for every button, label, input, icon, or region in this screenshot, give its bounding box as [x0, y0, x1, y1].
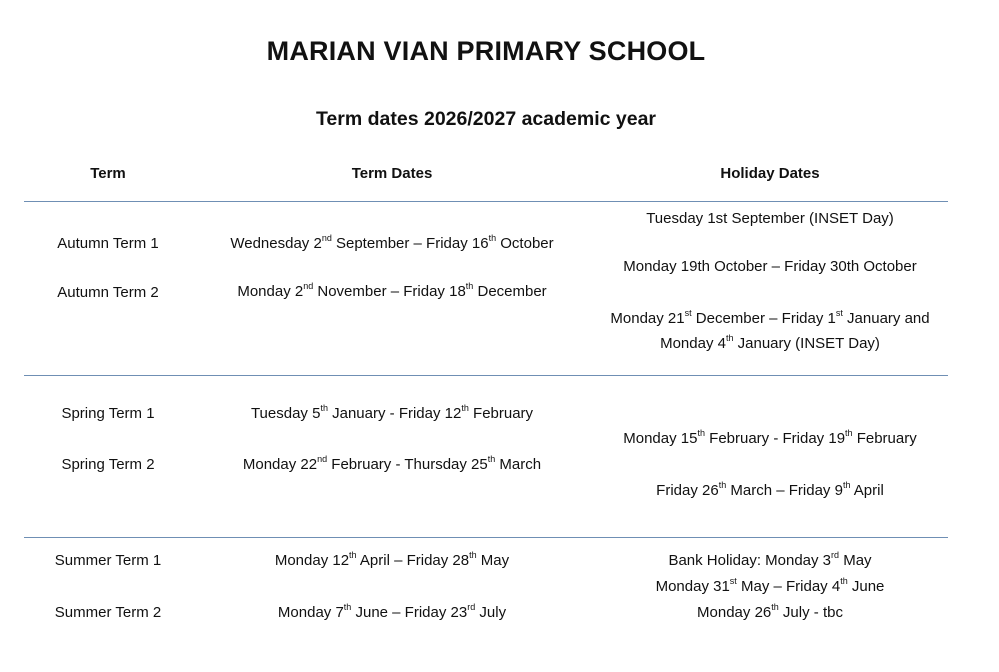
- summer-term-1-dates: Monday 12th April – Friday 28th May: [274, 550, 510, 569]
- autumn-holiday-inset-january: Monday 4th January (INSET Day): [660, 333, 880, 352]
- spring-holiday-half-term: Monday 15th February - Friday 19th February: [623, 428, 917, 447]
- autumn-term-2-label: Autumn Term 2: [57, 284, 159, 301]
- divider-summer: [24, 537, 948, 538]
- divider-spring: [24, 375, 948, 376]
- autumn-term-1-label: Autumn Term 1: [57, 235, 159, 252]
- header-term-dates: Term Dates: [351, 165, 433, 182]
- summer-holiday-end-of-year: Monday 26th July - tbc: [697, 602, 843, 621]
- spring-term-2-label: Spring Term 2: [61, 456, 155, 473]
- summer-term-1-label: Summer Term 1: [54, 552, 162, 569]
- autumn-holiday-christmas: Monday 21st December – Friday 1st January and: [610, 308, 930, 327]
- autumn-term-1-dates: Wednesday 2nd September – Friday 16th October: [230, 233, 554, 252]
- spring-term-1-dates: Tuesday 5th January - Friday 12th February: [250, 403, 534, 422]
- school-title: MARIAN VIAN PRIMARY SCHOOL: [266, 36, 706, 66]
- spring-holiday-easter: Friday 26th March – Friday 9th April: [656, 480, 884, 499]
- document-subtitle: Term dates 2026/2027 academic year: [315, 108, 657, 130]
- autumn-term-2-dates: Monday 2nd November – Friday 18th December: [237, 281, 547, 300]
- summer-holiday-half-term: Monday 31st May – Friday 4th June: [655, 576, 885, 595]
- summer-holiday-bank-holiday: Bank Holiday: Monday 3rd May: [668, 550, 872, 569]
- summer-term-2-dates: Monday 7th June – Friday 23rd July: [277, 602, 507, 621]
- header-term: Term: [90, 165, 126, 182]
- header-holiday-dates: Holiday Dates: [720, 165, 820, 182]
- spring-term-1-label: Spring Term 1: [61, 405, 155, 422]
- autumn-holiday-inset: Tuesday 1st September (INSET Day): [646, 210, 894, 227]
- spring-term-2-dates: Monday 22nd February - Thursday 25th March: [242, 454, 542, 473]
- autumn-holiday-half-term: Monday 19th October – Friday 30th October: [623, 258, 917, 275]
- divider-autumn: [24, 201, 948, 202]
- summer-term-2-label: Summer Term 2: [54, 604, 162, 621]
